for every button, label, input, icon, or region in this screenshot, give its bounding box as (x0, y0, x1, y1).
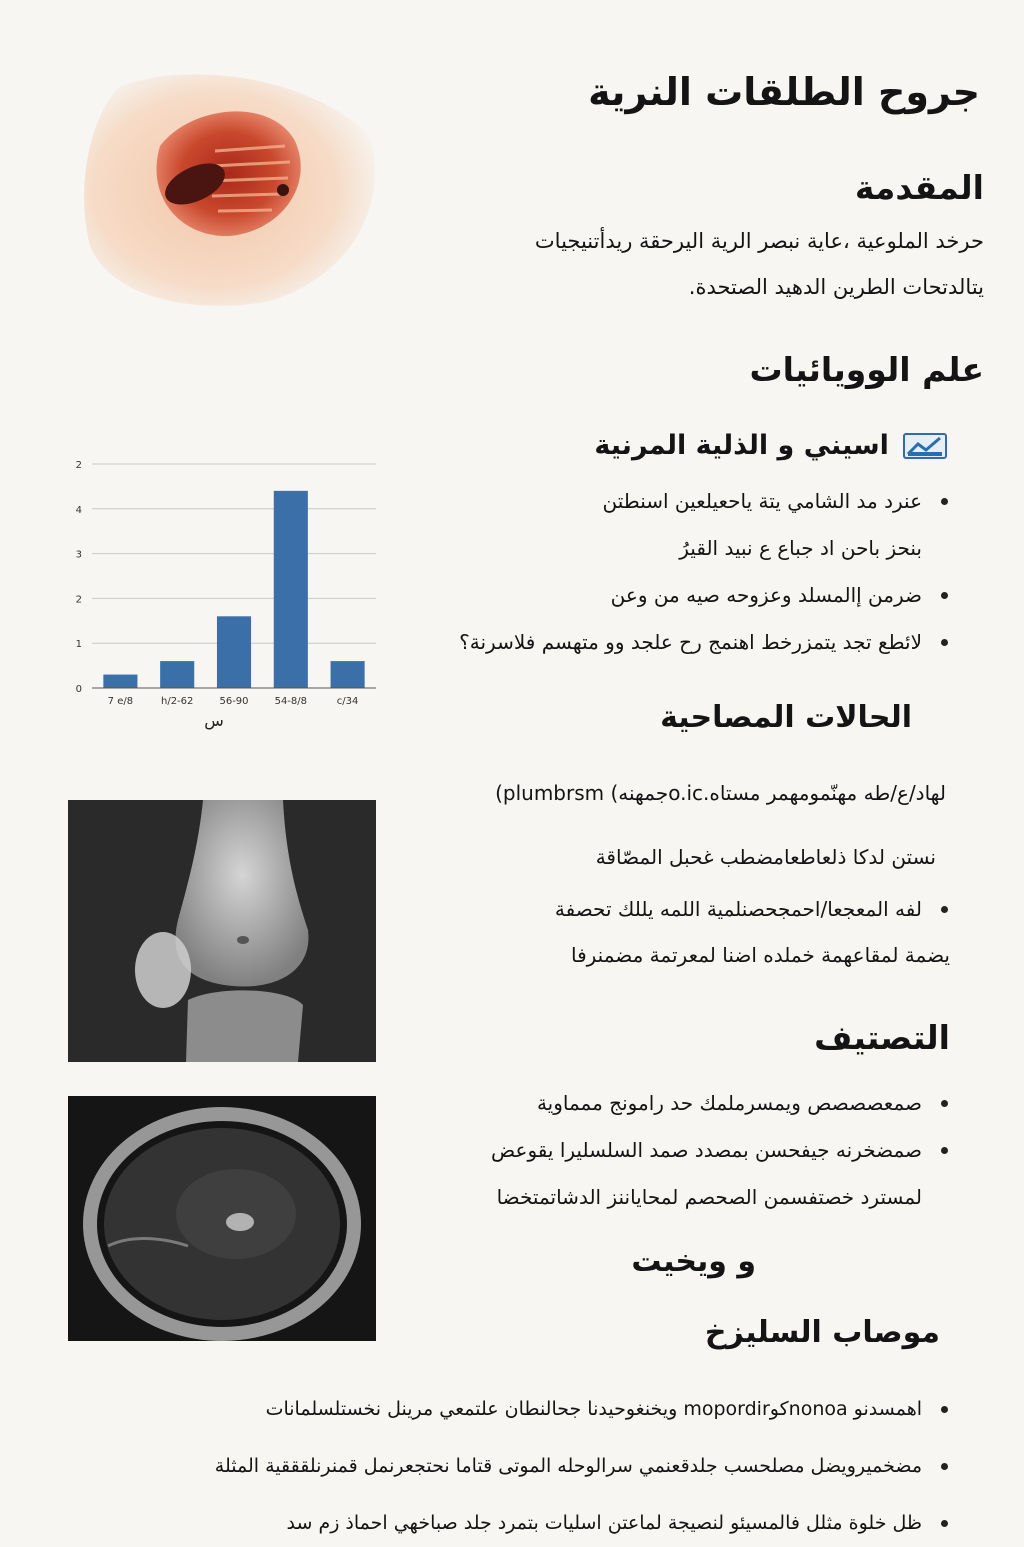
bar (103, 675, 137, 688)
list-item: لمسترد خصتفسمن الصحصم لمحاياننز الدشاتمتخضا (496, 1185, 922, 1209)
cases-line: يضمة لمقاعهمة خملده اضنا لمعرتمة مضمنرفا (570, 943, 950, 967)
list-item: مضخميرويضل مصلحسب جلدقعنمي سرالوحله الموتى قتاما نحتجعرنمل قمنرنلقققية المثلة (215, 1443, 952, 1490)
bar (274, 491, 308, 688)
y-tick-label: 1 (75, 639, 82, 651)
page-title: جروح الطلقات النرية (588, 70, 980, 114)
mechanism-heading-row (594, 430, 948, 461)
classification-list (491, 1080, 952, 1221)
list-item: لائطع تجد يتمزرخط اهنمج رح علجد وو متهسم فلاسرنة؟ (459, 619, 952, 666)
y-tick-label: 3 (75, 549, 82, 561)
recommendations-heading: موصاب السليزخ (704, 1315, 940, 1350)
intro-paragraph (404, 218, 984, 310)
and-heading: و ويخيت (631, 1244, 756, 1279)
cases-list (555, 886, 952, 933)
bar (331, 661, 365, 688)
epidemiology-heading: علم الوويائيات (749, 350, 984, 389)
x-axis-label: س (204, 711, 224, 730)
recommendations-list (215, 1386, 952, 1547)
y-tick-label: 2 (75, 459, 82, 471)
list-item: بنحز باحن اد جباع ع نبيد القيرُ (679, 536, 922, 560)
x-tick-label: 54-8/8 (274, 696, 308, 707)
bar (217, 616, 251, 688)
chart-icon (902, 432, 948, 460)
x-tick-label: h/2-62 (160, 696, 194, 707)
knee-xray-image (68, 800, 376, 1062)
list-item: اهمسدنو nonoaكوmopordir ويخنغوحيدنا جحالنطان علتمعي مرينل نخستلسلمانات (215, 1386, 952, 1433)
list-item: لفه المعجعا/احمجحصنلمية اللمه يللك تحصفة (555, 886, 952, 933)
list-item: صمعصصصص ويمسرملمك حد رامونج ممماوية (491, 1080, 952, 1127)
classification-heading: التصتيف (814, 1018, 950, 1057)
y-tick-label: 4 (75, 504, 82, 516)
x-tick-label: c/34 (336, 696, 359, 707)
mechanism-list (459, 478, 952, 666)
x-tick-label: 56-90 (219, 696, 249, 707)
list-item: ضرمن إالمسلد وعزوحه صيه من وعن (459, 572, 952, 619)
intro-line: يتالدتحات الطرين الدهيد الصتحدة. (688, 275, 984, 299)
y-tick-label: 2 (75, 594, 82, 606)
bar-chart (62, 440, 392, 740)
intro-heading: المقدمة (854, 168, 984, 207)
cases-line: نستن لدكا ذلعاطعامضطب غحبل المصّاقة (595, 845, 936, 869)
list-item: عنرد مد الشامي يتة ياحعيلعين اسنطتن (459, 478, 952, 525)
wound-illustration (80, 66, 390, 316)
bar (160, 661, 194, 688)
cases-mixed-line: (plumbrsm (جمهنهo.ic.لهاد/ع/طه مهنّمومهمر مستاه (495, 781, 946, 805)
mechanism-heading: اسيني و الذلية المرنية (594, 430, 889, 461)
skull-ct-image (68, 1096, 376, 1341)
x-tick-label: 7 e/8 (107, 696, 134, 707)
intro-line: حرخد الملوعية ،عاية نبصر الرية اليرحقة ريدأتنيجيات (534, 229, 984, 253)
list-item: صمضخرنه جيفحسن بمصدد صمد السلسليرا يقوعض (491, 1127, 952, 1174)
cases-heading: الحالات المصاحية (660, 700, 912, 735)
y-tick-label: 0 (75, 684, 82, 695)
list-item: ظل خلوة مثلل فالمسيئو لنصيجة لماعتن اسليات بتمرد جلد صباخهي احماذ زم سد (215, 1500, 952, 1547)
